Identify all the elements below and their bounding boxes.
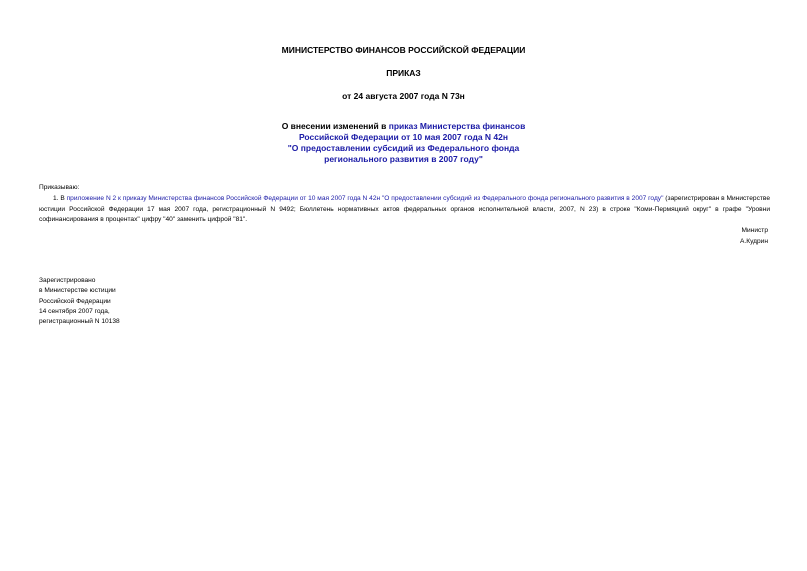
order-intro: Приказываю: xyxy=(39,184,80,191)
signature-name: А.Кудрин xyxy=(740,238,768,245)
title-prefix: О внесении изменений в xyxy=(281,121,389,131)
appendix-link[interactable]: приложение N 2 к приказу Министерства финансов Российской Федерации от 10 мая 2007 года N 42н "О предоставлении субсидий из Федерального фонда регионального развития в 2007 году" xyxy=(66,195,664,202)
registration-block xyxy=(39,276,120,327)
signature-position: Министр xyxy=(741,227,768,234)
registration-line-1: Зарегистрировано xyxy=(39,277,96,284)
registration-line-2: в Министерстве юстиции xyxy=(39,287,116,295)
title-link-line-3[interactable]: "О предоставлении субсидий из Федерального фонда xyxy=(287,143,520,153)
document-date-number: от 24 августа 2007 года N 73н xyxy=(342,91,465,101)
document-title xyxy=(0,121,807,165)
ministry-heading: МИНИСТЕРСТВО ФИНАНСОВ РОССИЙСКОЙ ФЕДЕРАЦИИ xyxy=(281,45,526,55)
item-text: (зарегистрирован в Министерстве юстиции Российской Федерации 17 мая 2007 года, регистрационный N 9492; Бюллетень нормативных актов федеральных органов исполнительной власти, 2007, N 23) в строке "Коми-Пермяцкий округ" в графе "Уровни софинансирования в процентах" цифру "40" заменить цифрой "81". xyxy=(39,195,771,223)
title-line-1 xyxy=(0,121,807,132)
title-link-line-4[interactable]: регионального развития в 2007 году" xyxy=(324,154,483,164)
registration-line-3: Российской Федерации xyxy=(39,297,111,305)
item-number: 1. В xyxy=(53,195,67,202)
registration-line-4: 14 сентября 2007 года, xyxy=(39,307,110,315)
title-link-order-42n[interactable]: приказ Министерства финансов xyxy=(388,121,526,131)
title-link-line-2[interactable]: Российской Федерации от 10 мая 2007 года N 42н xyxy=(298,132,509,142)
document-type-heading: ПРИКАЗ xyxy=(386,68,421,78)
order-item-1 xyxy=(39,194,770,226)
registration-line-5: регистрационный N 10138 xyxy=(39,318,120,326)
